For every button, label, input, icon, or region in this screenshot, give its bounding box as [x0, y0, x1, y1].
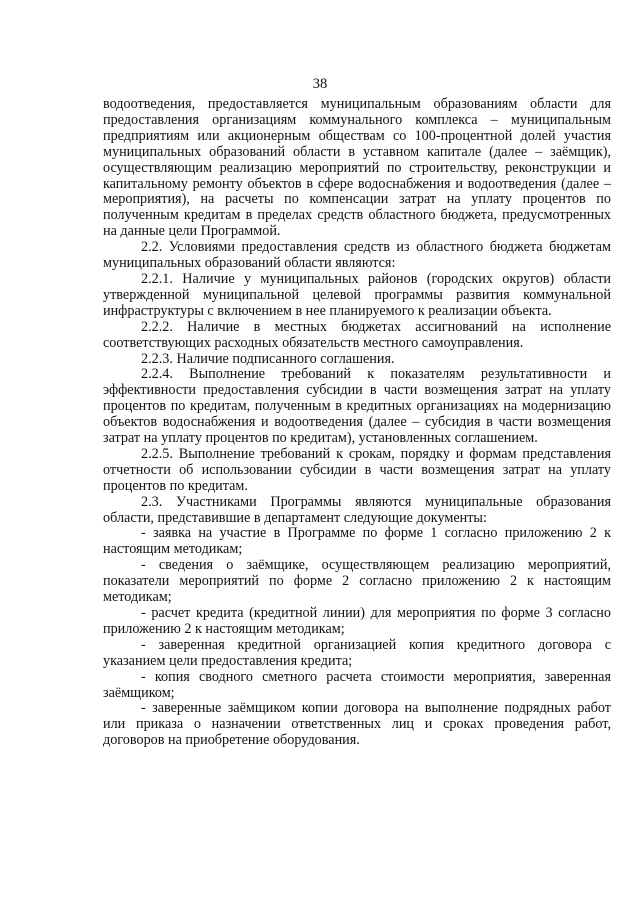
- paragraph-continuation: водоотведения, предоставляется муниципальным образованиям области для предоставления организациям коммунального комплекса – муниципальным предприятиям или акционерным обществам со 100-процентной долей участия муниципальных образований области в уставном капитале (далее – заёмщик), осуществляющим реализацию мероприятий по строительству, реконструкции и капитальному ремонту объектов в сфере водоснабжения и водоотведения (далее – мероприятия), на расчеты по компенсации затрат на уплату процентов по полученным кредитам в пределах средств областного бюджета, предусмотренных на данные цели Программой.: [103, 96, 611, 240]
- list-item-contract-copies: - заверенные заёмщиком копии договора на выполнение подрядных работ или приказа о назначении ответственных лиц и сроках проведения работ, договоров на приобретение оборудования.: [103, 700, 611, 749]
- paragraph-2-2-5: 2.2.5. Выполнение требований к срокам, порядку и формам представления отчетности об использовании субсидии в части возмещения затрат на уплату процентов по кредитам.: [103, 445, 611, 494]
- list-item-credit-calculation: - расчет кредита (кредитной линии) для мероприятия по форме 3 согласно приложению 2 к настоящим методикам;: [103, 605, 611, 637]
- paragraph-2-2-2: 2.2.2. Наличие в местных бюджетах ассигнований на исполнение соответствующих расходных обязательств местного самоуправления.: [103, 318, 611, 351]
- paragraph-2-3: 2.3. Участниками Программы являются муниципальные образования области, представившие в департамент следующие документы:: [103, 493, 611, 526]
- list-item-estimate-copy: - копия сводного сметного расчета стоимости мероприятия, заверенная заёмщиком;: [103, 668, 611, 701]
- list-item-credit-agreement-copy: - заверенная кредитной организацией копия кредитного договора с указанием цели предоставления кредита;: [103, 636, 611, 669]
- paragraph-2-2-3: 2.2.3. Наличие подписанного соглашения.: [141, 350, 395, 367]
- paragraph-2-2: 2.2. Условиями предоставления средств из областного бюджета бюджетам муниципальных образований области являются:: [103, 239, 611, 272]
- page-number: 38: [312, 76, 328, 92]
- paragraph-2-2-4: 2.2.4. Выполнение требований к показателям результативности и эффективности предоставления субсидии в части возмещения затрат на уплату процентов по кредитам, полученным в кредитных организациях на модернизацию объектов водоснабжения и водоотведения (далее – субсидия в части возмещения затрат на уплату процентов по кредитам), установленных соглашением.: [103, 366, 611, 447]
- list-item-borrower-info: - сведения о заёмщике, осуществляющем реализацию мероприятий, показатели мероприятий по форме 2 согласно приложению 2 к настоящим методикам;: [103, 557, 611, 606]
- paragraph-2-2-1: 2.2.1. Наличие у муниципальных районов (городских округов) области утвержденной муниципальной целевой программы развития коммунальной инфраструктуры с включением в нее планируемого к реализации объекта.: [103, 270, 611, 319]
- document-body: [103, 97, 611, 749]
- list-item-application: - заявка на участие в Программе по форме 1 согласно приложению 2 к настоящим методикам;: [103, 525, 611, 558]
